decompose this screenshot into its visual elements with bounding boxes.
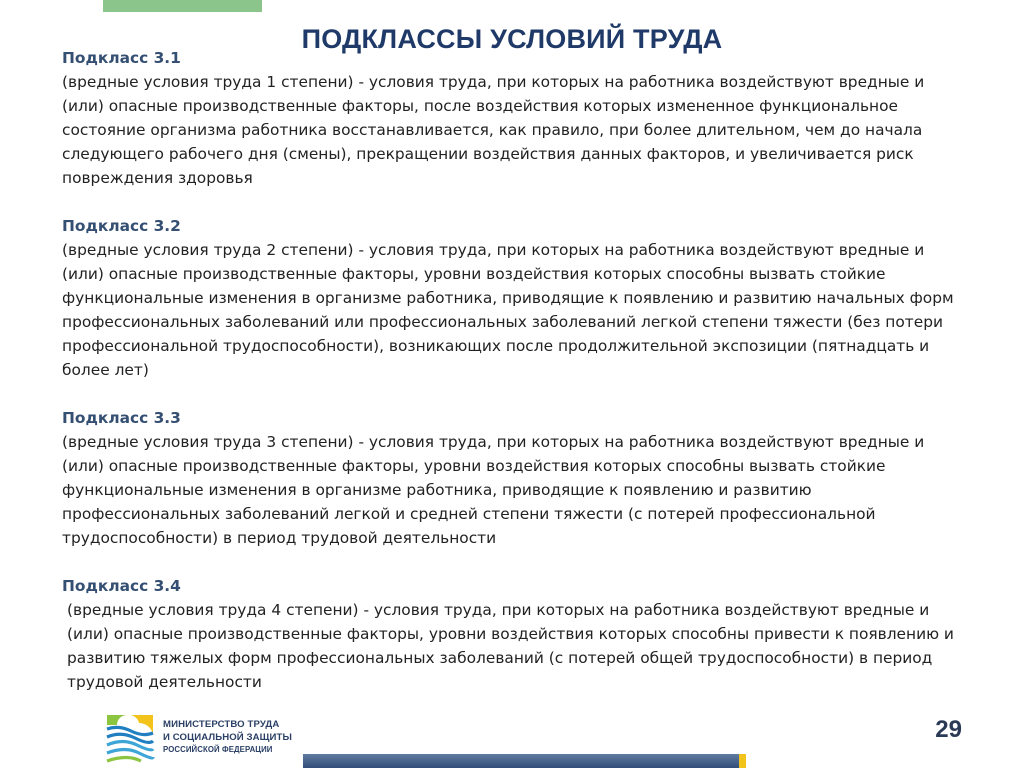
subclass-3-3 (62, 406, 962, 550)
bottom-decorative-bar (303, 754, 739, 768)
bottom-accent-stripe (739, 754, 746, 768)
ministry-name (163, 719, 292, 757)
subclass-description: (вредные условия труда 1 степени) - условия труда, при которых на работника воздействуют вредные и (или) опасные производственные факторы, после воздействия которых измененное функциональное состояние организма работника восстанавливается, как правило, при более длительном, чем до начала следующего рабочего дня (смены), прекращении воздействия данных факторов, и увеличивается риск повреждения здоровья (62, 73, 925, 187)
subclass-heading: Подкласс 3.1 (62, 49, 181, 67)
subclass-heading: Подкласс 3.3 (62, 409, 181, 427)
ministry-name-line3: РОССИЙСКОЙ ФЕДЕРАЦИИ (163, 745, 273, 754)
subclass-heading: Подкласс 3.4 (62, 577, 181, 595)
top-accent-bar (103, 0, 262, 12)
subclass-3-1 (62, 46, 962, 190)
slide-content (62, 46, 962, 718)
ministry-name-line1: МИНИСТЕРСТВО ТРУДА (163, 719, 280, 730)
ministry-name-line2: И СОЦИАЛЬНОЙ ЗАЩИТЫ (163, 731, 293, 743)
page-number: 29 (935, 716, 962, 743)
subclass-description: (вредные условия труда 3 степени) - условия труда, при которых на работника воздействуют вредные и (или) опасные производственные факторы, уровни воздействия которых способны вызвать стойкие функциональные изменения в организме работника, приводящие к появлению и развитию профессиональных заболеваний легкой и средней степени тяжести (с потерей профессиональной трудоспособности) в период трудовой деятельности (62, 433, 925, 547)
subclass-description: (вредные условия труда 2 степени) - условия труда, при которых на работника воздействуют вредные и (или) опасные производственные факторы, уровни воздействия которых способны вызвать стойкие функциональные изменения в организме работника, приводящие к появлению и развитию начальных форм профессиональных заболеваний или профессиональных заболеваний легкой степени тяжести (без потери профессиональной трудоспособности), возникающих после продолжительной экспозиции (пятнадцать и более лет) (62, 241, 954, 379)
slide-title: ПОДКЛАССЫ УСЛОВИЙ ТРУДА (301, 24, 723, 54)
ministry-emblem-icon (105, 713, 155, 763)
subclass-description: (вредные условия труда 4 степени) - условия труда, при которых на работника воздействуют вредные и (или) опасные производственные факторы, уровни воздействия которых способны привести к появлению и развитию тяжелых форм профессиональных заболеваний (с потерей общей трудоспособности) в период трудовой деятельности (67, 601, 954, 691)
subclass-3-4 (62, 574, 962, 694)
subclass-3-2 (62, 214, 962, 382)
subclass-heading: Подкласс 3.2 (62, 217, 181, 235)
